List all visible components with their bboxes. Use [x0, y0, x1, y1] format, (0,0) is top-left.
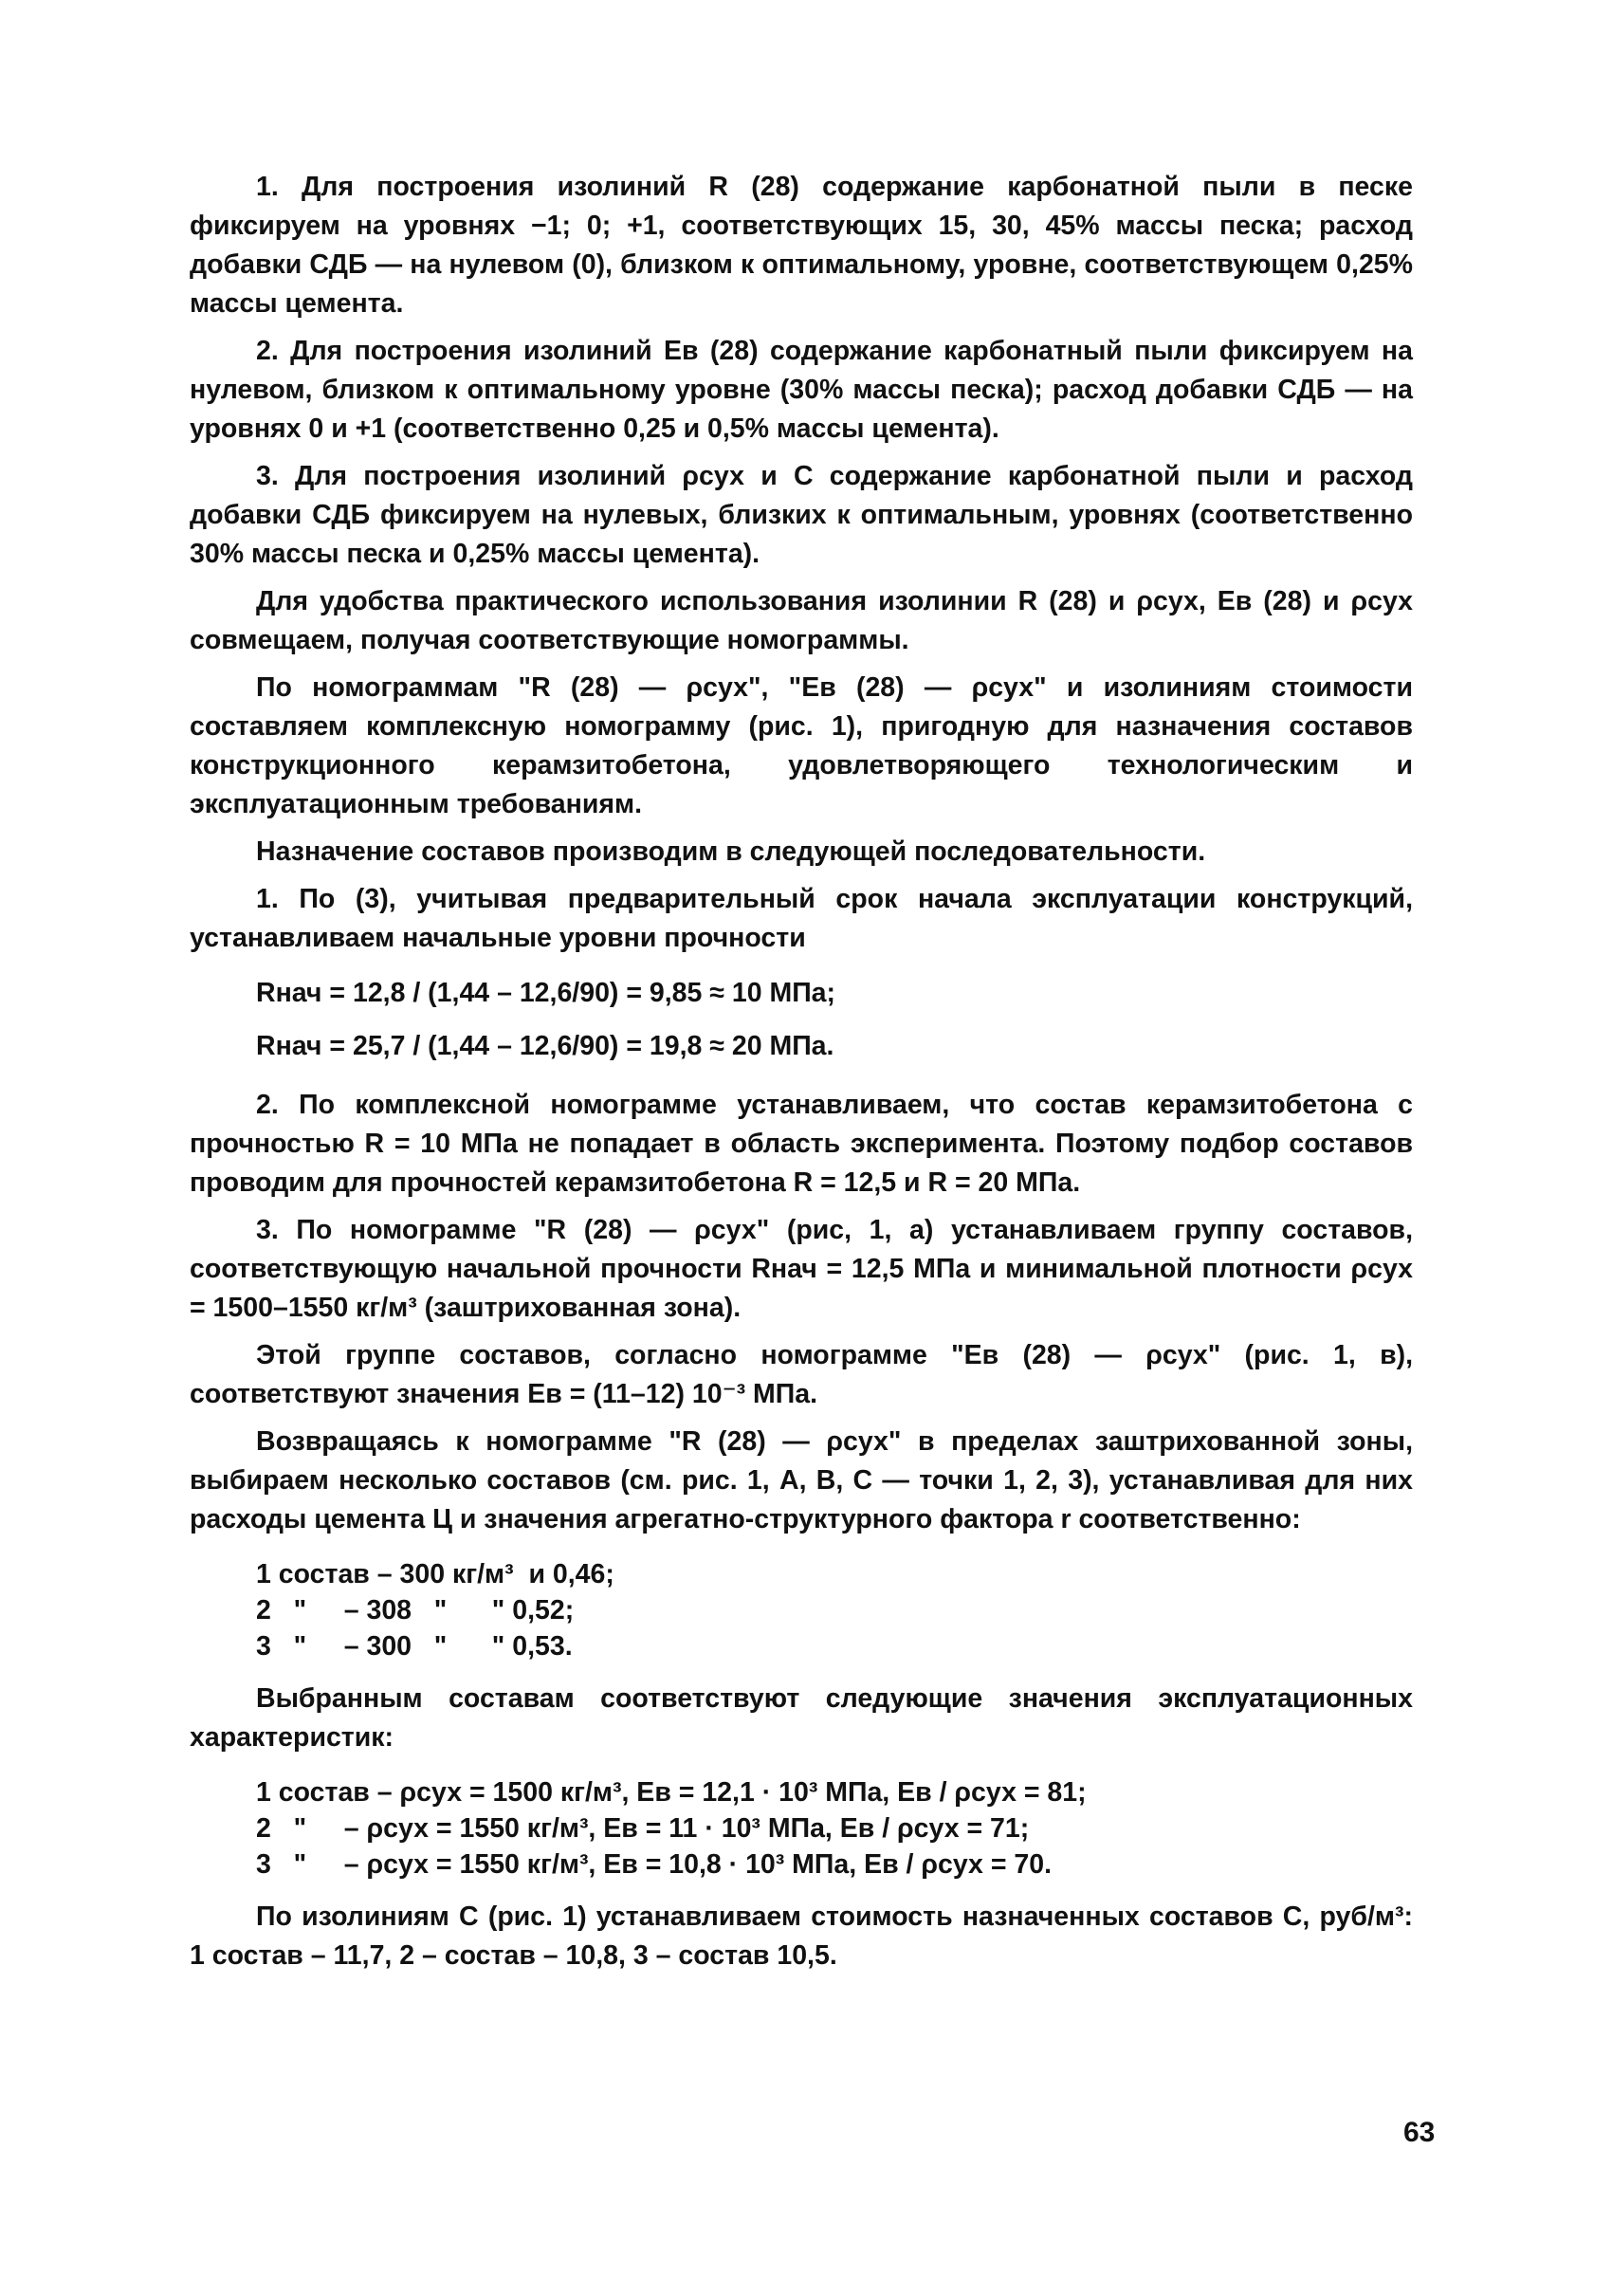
composition-list-2 — [190, 1774, 1413, 1883]
composition-item-3: 3 " – 300 " " 0,53. — [256, 1631, 573, 1662]
composition-item-1: 1 состав – 300 кг/м³ и 0,46; — [256, 1559, 614, 1589]
paragraph-2: 2. Для построения изолиний Eв (28) содержание карбонатный пыли фиксируем на нулевом, близком к оптимальному уровне (30% массы песка); расход добавки СДБ — на уровнях 0 и +1 (соответственно 0,25 и 0,5% массы цемента). — [190, 336, 1413, 444]
characteristic-item-3: 3 " – ρсух = 1550 кг/м³, Eв = 10,8 · 10³ МПа, Eв / ρсух = 70. — [256, 1849, 1053, 1880]
paragraph-7: 1. По (3), учитывая предварительный срок начала эксплуатации конструкций, устанавливаем начальные уровни прочности — [190, 884, 1413, 953]
characteristic-item-1: 1 состав – ρсух = 1500 кг/м³, Eв = 12,1 · 10³ МПа, Eв / ρсух = 81; — [256, 1777, 1087, 1808]
paragraph-5: По номограммам "R (28) — ρсух", "Eв (28) — ρсух" и изолиниям стоимости составляем комплексную номограмму (рис. 1), пригодную для назначения составов конструкционного керамзитобетона, удовлетворяющего технологическим и эксплуатационным требованиям. — [190, 672, 1413, 819]
paragraph-11: Возвращаясь к номограмме "R (28) — ρсух" в пределах заштрихованной зоны, выбираем несколько составов (см. рис. 1, A, B, C — точки 1, 2, 3), устанавливая для них расходы цемента Ц и значения агрегатно-структурного фактора r соответственно: — [190, 1426, 1413, 1534]
composition-list-1 — [190, 1556, 1413, 1664]
paragraph-3: 3. Для построения изолиний ρсух и C содержание карбонатной пыли и расход добавки СДБ фиксируем на нулевых, близких к оптимальным, уровнях (соответственно 30% массы песка и 0,25% массы цемента). — [190, 461, 1413, 569]
paragraph-9: 3. По номограмме "R (28) — ρсух" (рис, 1, а) устанавливаем группу составов, соответствующую начальной прочности Rнач = 12,5 МПа и минимальной плотности ρсух = 1500–1550 кг/м³ (заштрихованная зона). — [190, 1215, 1413, 1323]
paragraph-8: 2. По комплексной номограмме устанавливаем, что состав керамзитобетона с прочностью R = 10 МПа не попадает в область эксперимента. Поэтому подбор составов проводим для прочностей керамзитобетона R = 12,5 и R = 20 МПа. — [190, 1090, 1413, 1198]
page-number: 63 — [1403, 2117, 1436, 2148]
paragraph-1: 1. Для построения изолиний R (28) содержание карбонатной пыли в песке фиксируем на уровнях −1; 0; +1, соответствующих 15, 30, 45% массы песка; расход добавки СДБ — на нулевом (0), близком к оптимальному, уровне, соответствующем 0,25% массы цемента. — [190, 172, 1413, 319]
strength-formulas — [190, 966, 1413, 1073]
paragraph-12: Выбранным составам соответствуют следующие значения эксплуатационных характеристик: — [190, 1683, 1413, 1753]
composition-item-2: 2 " – 308 " " 0,52; — [256, 1595, 575, 1626]
paragraph-6: Назначение составов производим в следующей последовательности. — [256, 836, 1206, 867]
paragraph-13: По изолиниям C (рис. 1) устанавливаем стоимость назначенных составов C, руб/м³: 1 состав – 11,7, 2 – состав – 10,8, 3 – состав 10,5. — [190, 1901, 1413, 1971]
formula-2: Rнач = 25,7 / (1,44 – 12,6/90) = 19,8 ≈ 20 МПа. — [256, 1031, 834, 1061]
formula-1: Rнач = 12,8 / (1,44 – 12,6/90) = 9,85 ≈ 10 МПа; — [256, 978, 836, 1008]
paragraph-4: Для удобства практического использования изолинии R (28) и ρсух, Eв (28) и ρсух совмещаем, получая соответствующие номограммы. — [190, 586, 1413, 655]
characteristic-item-2: 2 " – ρсух = 1550 кг/м³, Eв = 11 · 10³ МПа, Eв / ρсух = 71; — [256, 1813, 1030, 1844]
paragraph-10: Этой группе составов, согласно номограмме "Eв (28) — ρсух" (рис. 1, в), соответствуют значения Eв = (11–12) 10⁻³ МПа. — [190, 1340, 1413, 1409]
